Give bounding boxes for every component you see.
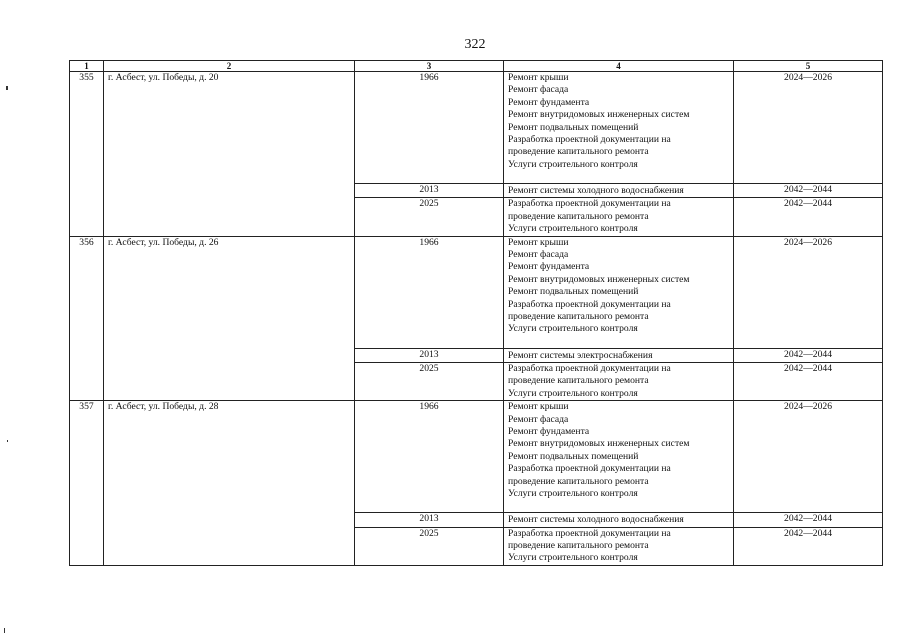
work-item: Ремонт подвальных помещений: [508, 121, 639, 133]
scan-mark: [7, 440, 8, 442]
work-item: Ремонт внутридомовых инженерных систем: [508, 109, 690, 121]
work-item: Ремонт крыши: [508, 236, 569, 248]
work-item: Ремонт фасада: [508, 84, 569, 96]
work-item: проведение капитального ремонта: [508, 540, 649, 552]
work-item: Услуги строительного контроля: [508, 323, 638, 335]
work-item: Разработка проектной документации на: [508, 198, 671, 210]
period-cell: 2042—2044: [734, 348, 883, 362]
works-cell: [504, 401, 734, 513]
work-item: Разработка проектной документации на: [508, 298, 671, 310]
year-cell: 1966: [355, 236, 504, 348]
year-cell: 2013: [355, 348, 504, 362]
period-cell: 2042—2044: [734, 363, 883, 401]
year-cell: 2025: [355, 527, 504, 565]
work-item: Ремонт фундамента: [508, 261, 590, 273]
column-header-4: 4: [504, 61, 734, 72]
work-item: Услуги строительного контроля: [508, 488, 638, 500]
work-item: Ремонт фасада: [508, 413, 569, 425]
work-item: проведение капитального ремонта: [508, 146, 649, 158]
period-cell: 2024—2026: [734, 401, 883, 513]
header-row: [70, 61, 883, 72]
works-cell: [504, 527, 734, 565]
work-item: Разработка проектной документации на: [508, 134, 671, 146]
works-cell: [504, 513, 734, 527]
table-row: [70, 72, 883, 184]
work-item: Ремонт фасада: [508, 249, 569, 261]
work-item: Услуги строительного контроля: [508, 552, 638, 564]
column-header-5: 5: [734, 61, 883, 72]
scan-mark: [4, 628, 5, 633]
period-cell: 2042—2044: [734, 184, 883, 198]
work-item: Услуги строительного контроля: [508, 387, 638, 399]
work-item: Ремонт системы холодного водоснабжения: [508, 514, 684, 526]
year-cell: 1966: [355, 72, 504, 184]
works-cell: [504, 184, 734, 198]
page-number: 322: [464, 37, 486, 52]
period-cell: 2042—2044: [734, 198, 883, 236]
building-address: г. Асбест, ул. Победы, д. 28: [104, 401, 355, 566]
period-cell: 2042—2044: [734, 513, 883, 527]
table-body: [70, 72, 883, 566]
work-item: Ремонт фундамента: [508, 426, 590, 438]
work-item: Ремонт подвальных помещений: [508, 450, 639, 462]
work-item: Услуги строительного контроля: [508, 223, 638, 235]
building-address: г. Асбест, ул. Победы, д. 26: [104, 236, 355, 401]
year-cell: 2025: [355, 363, 504, 401]
year-cell: 2013: [355, 184, 504, 198]
column-header-2: 2: [104, 61, 355, 72]
row-number: 355: [70, 72, 104, 237]
work-item: проведение капитального ремонта: [508, 475, 649, 487]
work-item: проведение капитального ремонта: [508, 210, 649, 222]
column-header-1: 1: [70, 61, 104, 72]
works-cell: [504, 198, 734, 236]
scan-mark: [6, 86, 8, 90]
capital-repair-table: [69, 60, 883, 566]
period-cell: 2042—2044: [734, 527, 883, 565]
work-item: проведение капитального ремонта: [508, 311, 649, 323]
row-number: 357: [70, 401, 104, 566]
work-item: Разработка проектной документации на: [508, 363, 671, 375]
work-item: Ремонт крыши: [508, 72, 569, 83]
works-cell: [504, 363, 734, 401]
row-number: 356: [70, 236, 104, 401]
work-item: Ремонт подвальных помещений: [508, 286, 639, 298]
works-cell: [504, 72, 734, 184]
year-cell: 2013: [355, 513, 504, 527]
work-item: проведение капитального ремонта: [508, 375, 649, 387]
work-item: Разработка проектной документации на: [508, 463, 671, 475]
period-cell: 2024—2026: [734, 72, 883, 184]
work-item: Разработка проектной документации на: [508, 527, 671, 539]
work-item: Ремонт внутридомовых инженерных систем: [508, 438, 690, 450]
column-header-3: 3: [355, 61, 504, 72]
table-row: [70, 401, 883, 513]
work-item: Ремонт внутридомовых инженерных систем: [508, 273, 690, 285]
period-cell: 2024—2026: [734, 236, 883, 348]
work-item: Ремонт фундамента: [508, 96, 590, 108]
work-item: Услуги строительного контроля: [508, 158, 638, 170]
year-cell: 1966: [355, 401, 504, 513]
work-item: Ремонт системы электроснабжения: [508, 349, 653, 361]
works-cell: [504, 236, 734, 348]
work-item: Ремонт системы холодного водоснабжения: [508, 185, 684, 196]
works-cell: [504, 348, 734, 362]
building-address: г. Асбест, ул. Победы, д. 20: [104, 72, 355, 237]
year-cell: 2025: [355, 198, 504, 236]
table-row: [70, 236, 883, 348]
work-item: Ремонт крыши: [508, 401, 569, 413]
